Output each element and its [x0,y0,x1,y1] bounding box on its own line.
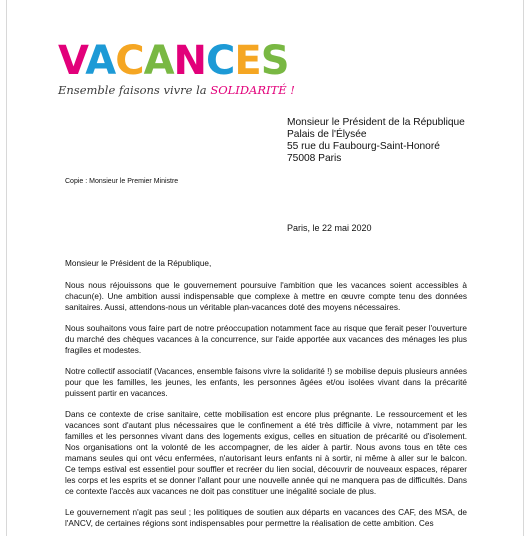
paragraph: Notre collectif associatif (Vacances, ensemble faisons vivre la solidarité !) se mobilise depuis plusieurs années pour que les familles, les jeunes, les enfants, les personnes âgées et/ou isolées vivant dans la précarité puissent partir en vacances. [65,367,467,398]
logo-letter: V [58,38,86,84]
recipient-address [287,117,465,165]
copy-line: Copie : Monsieur le Premier Ministre [65,178,179,185]
logo-wordmark [58,38,289,84]
address-line: 75008 Paris [287,153,342,164]
logo-tagline-main: Ensemble faisons vivre la [58,83,211,97]
logo-letter: S [260,38,289,84]
salutation: Monsieur le Président de la République, [65,259,212,268]
vacances-logo [58,38,295,102]
address-line: 55 rue du Faubourg-Saint-Honoré [287,141,440,152]
letter-page [6,0,524,536]
logo-letter: A [143,38,174,84]
paragraph: Nous souhaitons vous faire part de notre préoccupation notamment face au risque que ferait peser l'ouverture du marché des chèques vacances à la concurrence, sur l'aide apportée aux vacances des ménages les plus fragiles et modestes. [65,324,467,355]
logo-letter: E [234,38,261,84]
address-line: Palais de l'Élysée [287,129,367,140]
paragraph: Dans ce contexte de crise sanitaire, cette mobilisation est encore plus prégnante. Le ressourcement et les vacances sont d'autant plus nécessaires que le confinement a été très difficile à vivre, notamment par les familles et les personnes vivant dans des logements exigus, celles en situation de précarité ou d'isolement. Nos organisations ont la volonté de les accompagner, de les aider à partir. Nous avons tous en tête ces mamans seules qui ont vécu enfermées, n'autorisant leurs enfants ni à sortir, ni même à aller sur le balcon. Ce temps estival est essentiel pour souffler et recréer du lien social, découvrir de nouveaux espaces, réparer les corps et les esprits et se donner l'allant pour une nouvelle année qui ne manquera pas de difficultés. Dans ce contexte l'accès aux vacances ne doit pas constituer une inégalité sociale de plus. [65,410,467,496]
logo-letter: C [206,38,235,84]
logo-letter: C [115,38,144,84]
paragraph: Le gouvernement n'agit pas seul ; les politiques de soutien aux départs en vacances des CAF, des MSA, de l'ANCV, de certaines régions sont indispensables pour permettre la réalisation de cette ambition. Ces [65,508,467,528]
logo-tagline [58,83,295,97]
paragraph: Nous nous réjouissons que le gouvernement poursuive l'ambition que les vacances soient accessibles à chacun(e). Une ambition aussi indispensable que complexe à mettre en œuvre compte tenu des données sanitaires. Aussi, attendons-nous un véritable plan-vacances doté des moyens nécessaires. [65,281,467,312]
letter-body [65,258,467,536]
logo-letter: N [173,38,207,84]
logo-tagline-accent: SOLIDARITÉ ! [210,83,295,97]
address-line: Monsieur le Président de la République [287,117,465,128]
dateline: Paris, le 22 mai 2020 [287,223,372,233]
logo-letter: A [85,38,116,84]
